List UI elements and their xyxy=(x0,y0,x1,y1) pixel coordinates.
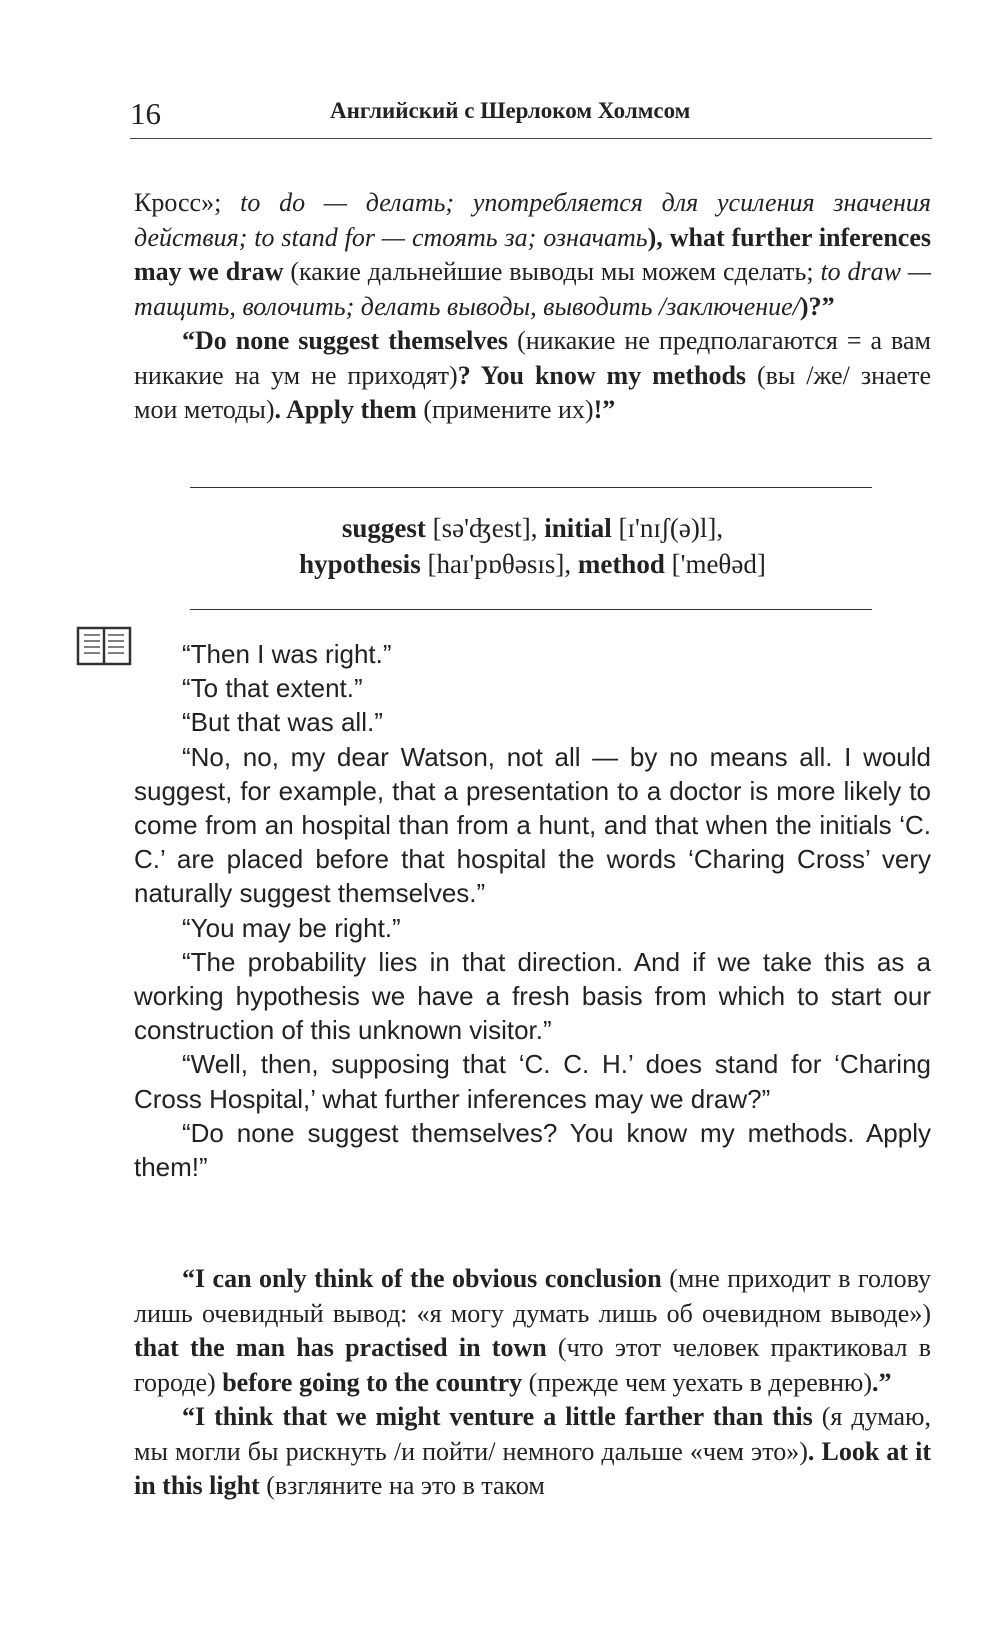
open-book-icon xyxy=(76,625,132,667)
english-original-text xyxy=(134,637,931,1184)
divider-bottom xyxy=(190,609,872,610)
vocab-line-1: suggest [sə'ʤest], initial [ɪ'nɪʃ(ə)l], xyxy=(341,513,724,543)
paragraph: “I can only think of the obvious conclusion (мне приходит в голову лишь очевидный вывод: «я могу думать лишь об очевидном выводе») that the man has practised in town (что этот человек практиковал в городе) before going to the country (прежде чем уехать в деревню).” xyxy=(134,1264,932,1397)
vocab-line-2: hypothesis [haɪ'pɒθəsɪs], method ['meθəd] xyxy=(299,549,766,579)
divider-top xyxy=(190,487,872,488)
english-paragraph: “The probability lies in that direction. And if we take this as a working hypothesis we have a fresh basis from which to start our construction of this unknown visitor.” xyxy=(134,946,931,1046)
english-paragraph: “Do none suggest themselves? You know my methods. Apply them!” xyxy=(134,1117,931,1183)
english-paragraph: “You may be right.” xyxy=(182,912,401,943)
english-paragraph: “No, no, my dear Watson, not all — by no means all. I would suggest, for example, that a presentation to a doctor is more likely to come from an hospital than from a hunt, and that when the initials ‘C. C.’ are placed before that hospital the words ‘Charing Cross’ very naturally suggest themselves.” xyxy=(134,741,931,909)
english-paragraph: “To that extent.” xyxy=(182,673,363,704)
paragraph: “Do none suggest themselves (никакие не предполагаются = а вам никакие на ум не приходят)? You know my methods (вы /же/ знаете мои методы). Apply them (примените их)!” xyxy=(134,326,931,424)
russian-commentary-bottom xyxy=(134,1262,931,1504)
paragraph: Кросс»; to do — делать; употребляется для усиления значения действия; to stand for — стоять за; означать), what further inferences may we draw (какие дальнейшие выводы мы можем сделать; to draw — тащить, волочить; делать выводы, выводить /заключение/)?” xyxy=(134,188,931,321)
russian-commentary-top xyxy=(134,186,931,428)
vocabulary-box xyxy=(134,510,931,582)
running-title: Английский с Шерлоком Холмсом xyxy=(330,98,691,123)
page-header xyxy=(130,88,932,139)
english-paragraph: “Well, then, supposing that ‘C. C. H.’ does stand for ‘Charing Cross Hospital,’ what further inferences may we draw?” xyxy=(134,1049,931,1114)
page-number: 16 xyxy=(130,96,161,131)
english-paragraph: “But that was all.” xyxy=(182,707,383,738)
english-paragraph: “Then I was right.” xyxy=(182,639,392,669)
paragraph: “I think that we might venture a little farther than this (я думаю, мы могли бы рискнуть /и пойти/ немного дальше «чем это»). Look at it in this light (взгляните на это в таком xyxy=(134,1402,932,1500)
